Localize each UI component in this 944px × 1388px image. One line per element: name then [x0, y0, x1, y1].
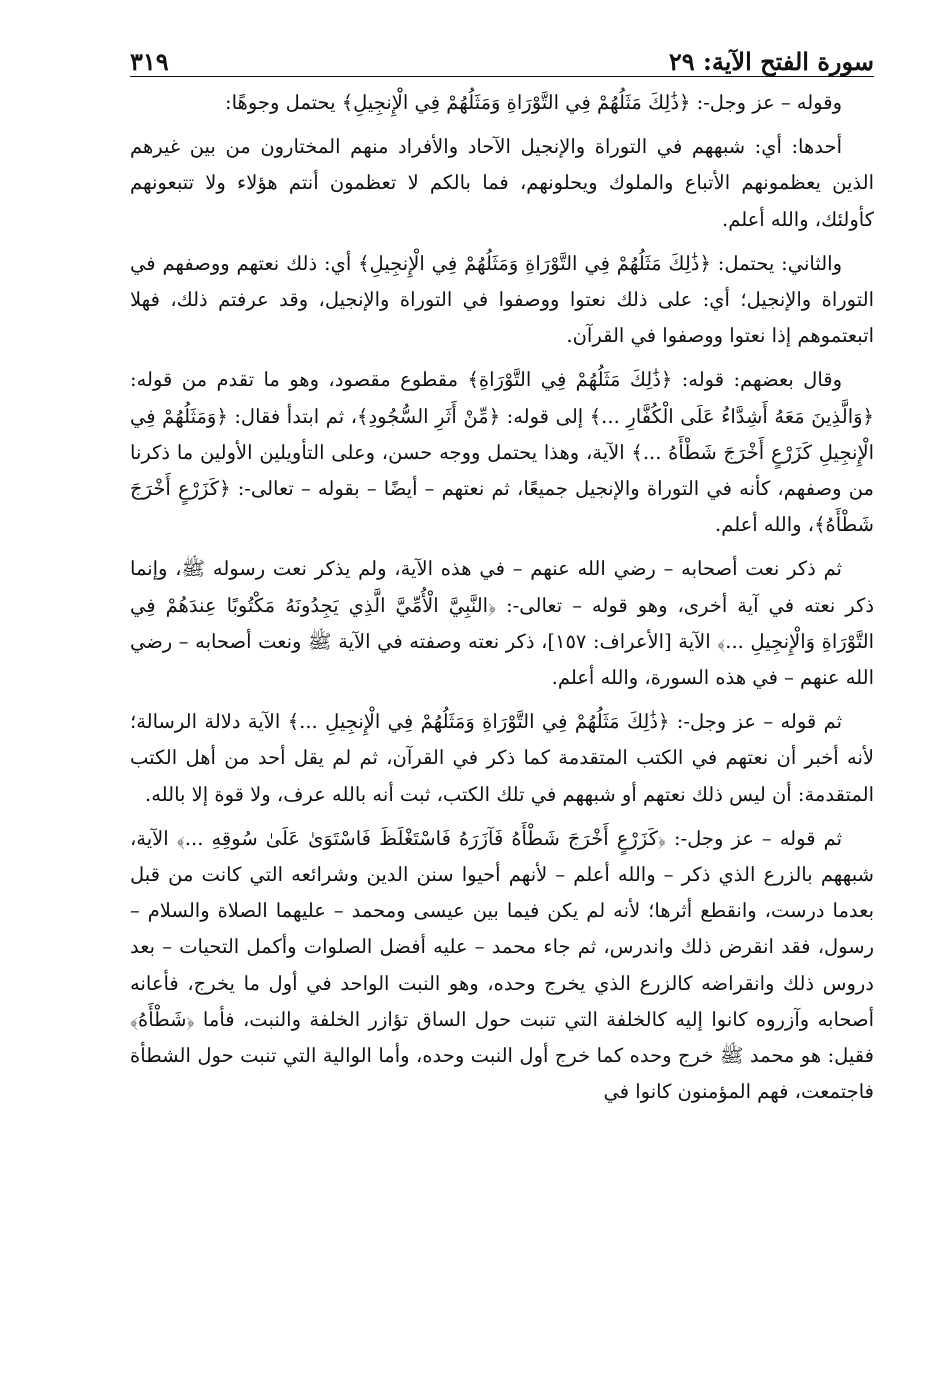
paragraph-2: أحدها: أي: شبههم في التوراة والإنجيل الآحاد والأفراد منهم المختارون من بين غيرهم الذين يعظمونهم الأتباع والملوك ويحلونهم، فما بالكم لا تعظمون أنتم هؤلاء ولا تتبعونهم كأولئك، والله أعلم.: [130, 135, 874, 231]
surah-title: سورة الفتح الآية: ٢٩: [668, 47, 874, 76]
page-number: ٣١٩: [130, 47, 169, 76]
paragraph-5: ثم ذكر نعت أصحابه – رضي الله عنهم – في هذه الآية، ولم يذكر نعت رسوله ﷺ، وإنما ذكر نعته في آية أخرى، وهو قوله – تعالى-: ﴿النَّبِيَّ الْأُمِّيَّ الَّذِي يَجِدُونَهُ مَكْتُوبًا عِندَهُمْ فِي التَّوْرَاةِ وَالْإِنجِيلِ ...﴾ الآية [الأعراف: ١٥٧]، ذكر نعته وصفته في الآية ﷺ ونعت أصحابه – رضي الله عنهم – في هذه السورة، والله أعلم.: [130, 557, 874, 690]
page-body: [130, 85, 874, 1110]
paragraph-6: ثم قوله – عز وجل-: ﴿ذَٰلِكَ مَثَلُهُمْ فِي التَّوْرَاةِ وَمَثَلُهُمْ فِي الْإِنجِيلِ ...﴾ الآية دلالة الرسالة؛ لأنه أخبر أن نعتهم في الكتب المتقدمة كما ذكر في القرآن، ثم لم يقل أحد من أهل الكتب المتقدمة: أن ليس ذلك نعتهم أو شبههم في تلك الكتب، ثبت أنه بالله عرف، ولا قوة إلا بالله.: [130, 710, 874, 806]
book-page: [130, 30, 874, 1118]
paragraph-3: والثاني: يحتمل: ﴿ذَٰلِكَ مَثَلُهُمْ فِي التَّوْرَاةِ وَمَثَلُهُمْ فِي الْإِنجِيلِ﴾ أي: ذلك نعتهم ووصفهم في التوراة والإنجيل؛ أي: على ذلك نعتوا ووصفوا في التوراة والإنجيل، وقد عرفتم ذلك، فهلا اتبعتموهم إذا نعتوا ووصفوا في القرآن.: [130, 251, 874, 348]
page-header: [130, 30, 874, 77]
paragraph-1: وقوله – عز وجل-: ﴿ذَٰلِكَ مَثَلُهُمْ فِي التَّوْرَاةِ وَمَثَلُهُمْ فِي الْإِنجِيلِ﴾ يحتمل وجوهًا:: [225, 91, 842, 114]
paragraph-4: وقال بعضهم: قوله: ﴿ذَٰلِكَ مَثَلُهُمْ فِي التَّوْرَاةِ﴾ مقطوع مقصود، وهو ما تقدم من قوله: ﴿وَالَّذِينَ مَعَهُ أَشِدَّاءُ عَلَى الْكُفَّارِ ...﴾ إلى قوله: ﴿مِّنْ أَثَرِ السُّجُودِ﴾، ثم ابتدأ فقال: ﴿وَمَثَلُهُمْ فِي الْإِنجِيلِ كَزَرْعٍ أَخْرَجَ شَطْأَهُ ...﴾ الآية، وهذا يحتمل ووجه حسن، وعلى التأويلين الأولين ما ذكرنا من وصفهم، كأنه في التوراة والإنجيل جميعًا، ثم نعتهم – أيضًا – بقوله – تعالى-: ﴿كَزَرْعٍ أَخْرَجَ شَطْأَهُ﴾، والله أعلم.: [130, 368, 874, 537]
paragraph-7: ثم قوله – عز وجل-: ﴿كَزَرْعٍ أَخْرَجَ شَطْأَهُ فَآزَرَهُ فَاسْتَغْلَظَ فَاسْتَوَىٰ عَلَىٰ سُوقِهِ ...﴾ الآية، شبههم بالزرع الذي ذكر – والله أعلم – لأنهم أحيوا سنن الدين وشرائعه التي كانت من قبل بعدما درست، وانقطع أثرها؛ لأنه لم يكن فيما بين عيسى ومحمد – عليهما الصلاة والسلام – رسول، فقد انقرض ذلك واندرس، ثم جاء محمد – عليه أفضل الصلوات وأكمل التحيات – بعد دروس ذلك وانقراضه كالزرع الذي يخرج وحده، وهو النبت الواحد في أول ما يخرج، فأعانه أصحابه وآزروه كانوا إليه كالخلفة التي تنبت حول الساق تؤازر الخلفة والنبت، فأما ﴿شَطْأَهُ﴾ فقيل: هو محمد ﷺ خرج وحده كما خرج أول النبت وحده، وأما الوالية التي تنبت حول الشطأة فاجتمعت، فهم المؤمنون كانوا في: [130, 826, 874, 1104]
